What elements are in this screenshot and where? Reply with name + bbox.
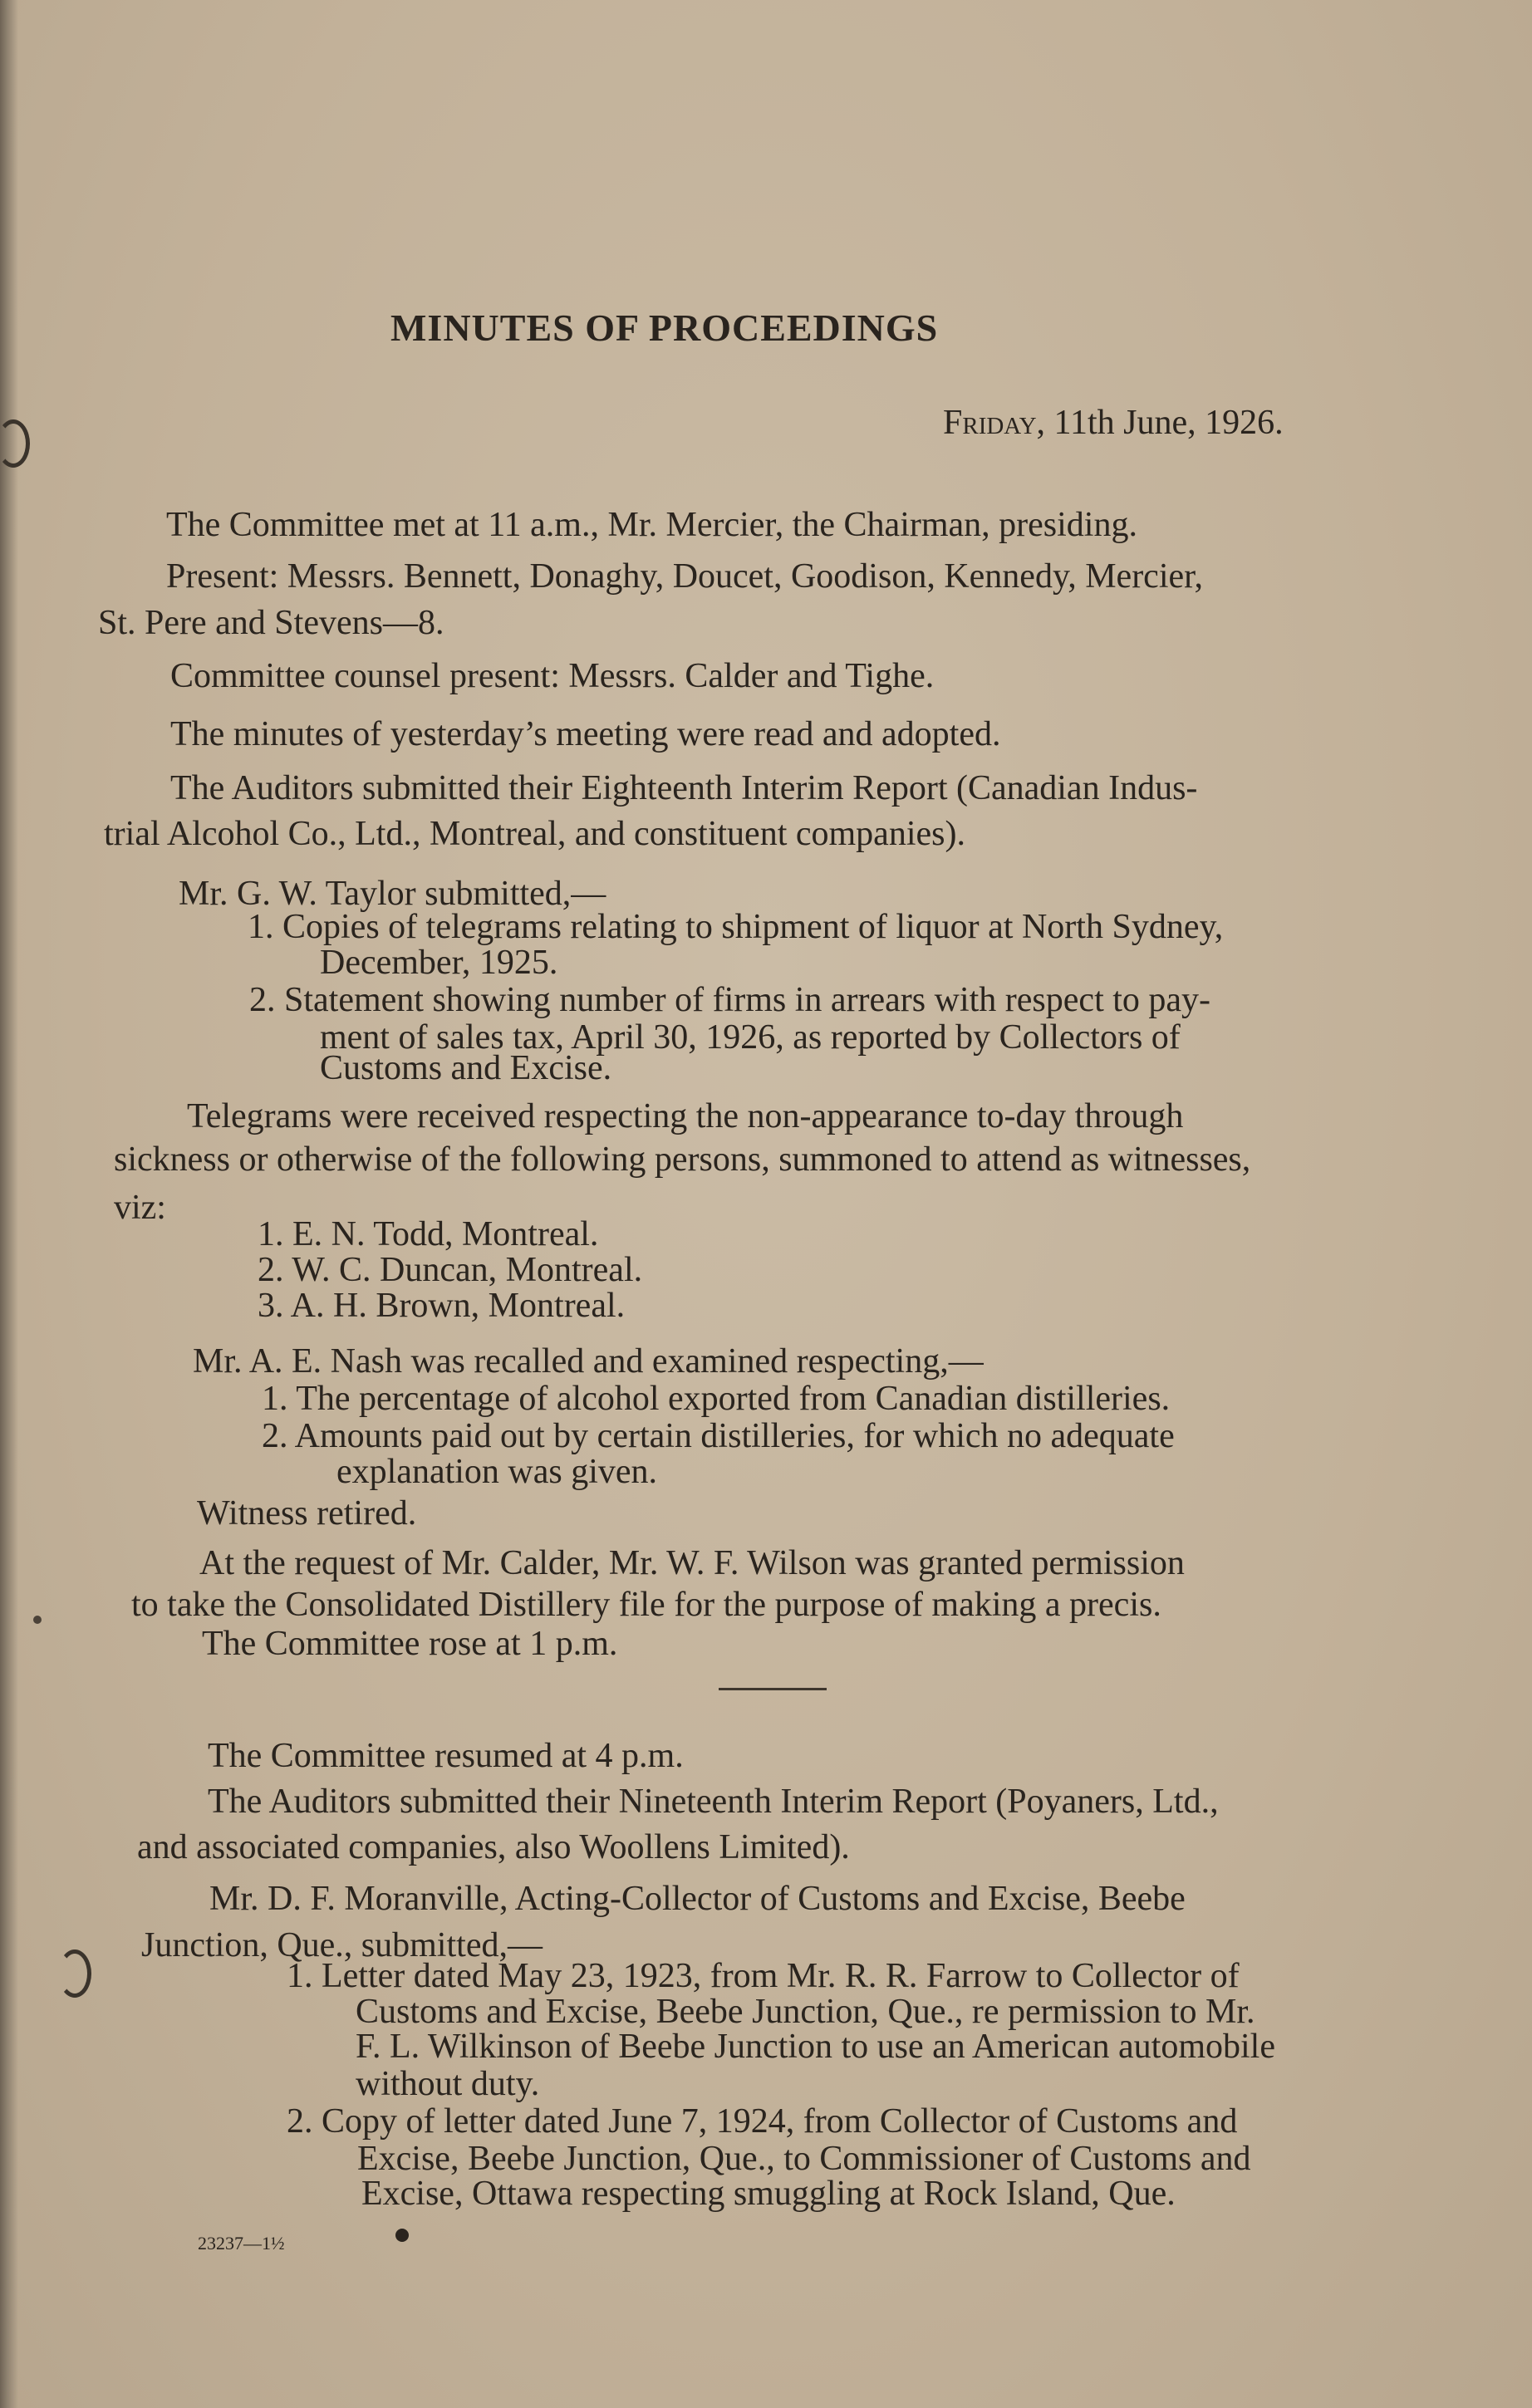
moranville-line-1: Mr. D. F. Moranville, Acting-Collector of Customs and Excise, Beebe <box>209 1880 1186 1918</box>
date-day: Friday, <box>943 404 1046 442</box>
minutes-read-line: The minutes of yesterday’s meeting were read and adopted. <box>170 715 1001 753</box>
taylor-item-2a: 2. Statement showing number of firms in arrears with respect to pay- <box>249 981 1211 1019</box>
moranville-item-1d: without duty. <box>356 2065 540 2103</box>
nash-item-1: 1. The percentage of alcohol exported from Canadian distilleries. <box>262 1380 1171 1418</box>
telegrams-line-2: sickness or otherwise of the following persons, summoned to attend as witnesses, <box>114 1140 1251 1179</box>
nash-item-2b: explanation was given. <box>336 1453 658 1491</box>
counsel-line: Committee counsel present: Messrs. Calder and Tighe. <box>170 657 935 695</box>
moranville-item-1b: Customs and Excise, Beebe Junction, Que., re permission to Mr. <box>356 1993 1255 2031</box>
page-title: MINUTES OF PROCEEDINGS <box>390 307 939 349</box>
section-divider <box>719 1688 827 1690</box>
resumed-line: The Committee resumed at 4 p.m. <box>208 1737 684 1775</box>
telegrams-line-1: Telegrams were received respecting the non-appearance to-day through <box>187 1097 1184 1135</box>
nash-line: Mr. A. E. Nash was recalled and examined respecting,— <box>193 1342 984 1381</box>
ink-speck <box>33 1616 42 1624</box>
binding-edge <box>0 0 18 2408</box>
nineteenth-report-line-2: and associated companies, also Woollens Limited). <box>137 1828 850 1866</box>
present-line-2: St. Pere and Stevens—8. <box>98 604 444 642</box>
committee-rose: The Committee rose at 1 p.m. <box>202 1625 618 1663</box>
date-rest: 11th June, 1926. <box>1053 404 1284 442</box>
telegrams-line-3: viz: <box>114 1189 166 1227</box>
moranville-item-2c: Excise, Ottawa respecting smuggling at Rock Island, Que. <box>361 2175 1176 2213</box>
moranville-item-1a: 1. Letter dated May 23, 1923, from Mr. R. R. Farrow to Collector of <box>287 1957 1240 1995</box>
moranville-item-1c: F. L. Wilkinson of Beebe Junction to use an American automobile <box>356 2028 1275 2066</box>
witness-retired: Witness retired. <box>197 1494 417 1533</box>
moranville-line-2: Junction, Que., submitted,— <box>141 1926 543 1964</box>
footer-code: 23237—1½ <box>198 2233 285 2254</box>
witness-item-3: 3. A. H. Brown, Montreal. <box>258 1287 626 1325</box>
taylor-item-2b: ment of sales tax, April 30, 1926, as reported by Collectors of <box>320 1018 1181 1057</box>
meeting-date <box>943 403 1284 443</box>
taylor-item-2c: Customs and Excise. <box>320 1049 612 1087</box>
nash-item-2a: 2. Amounts paid out by certain distilleries, for which no adequate <box>262 1417 1175 1455</box>
nineteenth-report-line-1: The Auditors submitted their Nineteenth Interim Report (Poyaners, Ltd., <box>208 1783 1219 1821</box>
wilson-line-2: to take the Consolidated Distillery file for the purpose of making a precis. <box>131 1586 1161 1624</box>
wilson-line-1: At the request of Mr. Calder, Mr. W. F. Wilson was granted permission <box>199 1544 1185 1582</box>
taylor-item-1b: December, 1925. <box>320 944 558 982</box>
eighteenth-report-line-1: The Auditors submitted their Eighteenth Interim Report (Canadian Indus- <box>170 769 1198 807</box>
punch-hole-bottom <box>58 1949 91 1998</box>
taylor-line: Mr. G. W. Taylor submitted,— <box>179 875 606 913</box>
ink-dot <box>395 2229 409 2242</box>
witness-item-1: 1. E. N. Todd, Montreal. <box>258 1215 599 1253</box>
meeting-line: The Committee met at 11 a.m., Mr. Mercier, the Chairman, presiding. <box>166 506 1137 544</box>
witness-item-2: 2. W. C. Duncan, Montreal. <box>258 1251 643 1289</box>
eighteenth-report-line-2: trial Alcohol Co., Ltd., Montreal, and constituent companies). <box>104 815 965 853</box>
present-line-1: Present: Messrs. Bennett, Donaghy, Doucet, Goodison, Kennedy, Mercier, <box>166 557 1203 596</box>
moranville-item-2b: Excise, Beebe Junction, Que., to Commissioner of Customs and <box>357 2140 1251 2178</box>
taylor-item-1a: 1. Copies of telegrams relating to shipment of liquor at North Sydney, <box>248 908 1224 946</box>
moranville-item-2a: 2. Copy of letter dated June 7, 1924, from Collector of Customs and <box>287 2102 1238 2141</box>
